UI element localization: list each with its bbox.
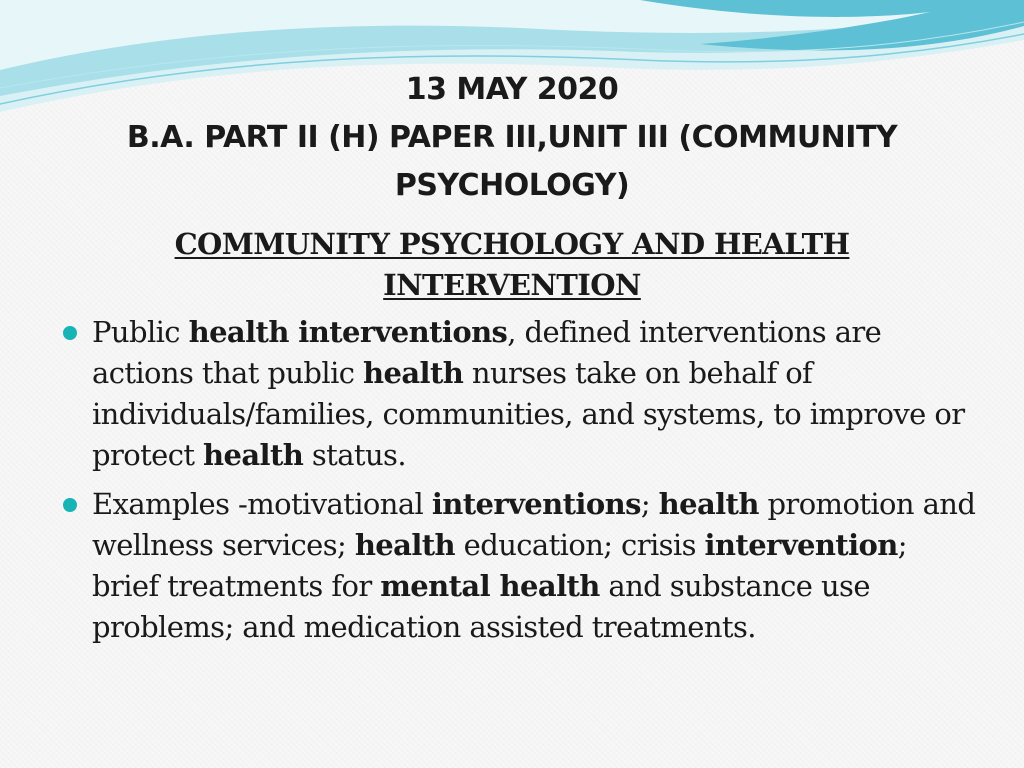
bold-term: health — [354, 528, 456, 562]
bold-term: mental health — [380, 569, 600, 603]
bold-term: intervention — [704, 528, 898, 562]
text-run: promotion and wellness services; — [92, 487, 976, 562]
text-run: ; — [640, 487, 659, 521]
title-subject: PSYCHOLOGY) — [394, 168, 630, 203]
title-date: 13 MAY 2020 — [405, 72, 619, 107]
text-run: Public — [92, 315, 189, 349]
bullet-item — [60, 484, 980, 648]
text-run: Examples -motivational — [92, 487, 432, 521]
bold-term: health — [203, 438, 304, 472]
bullet-text — [92, 487, 975, 644]
bullet-text — [92, 315, 964, 472]
text-run: education; crisis — [455, 528, 705, 562]
text-run: nurses take on behalf of individuals/families, communities, and systems, to improve or protect — [92, 356, 965, 472]
bullet-dot-icon — [63, 498, 77, 512]
text-run: status. — [303, 438, 406, 472]
text-run: ; brief treatments for — [92, 528, 907, 603]
bold-term: health interventions — [188, 315, 508, 349]
bullet-item — [60, 312, 980, 476]
bold-term: health — [363, 356, 464, 390]
bullet-dot-icon — [63, 326, 77, 340]
section-heading-text: COMMUNITY PSYCHOLOGY AND HEALTH INTERVENTION — [174, 227, 850, 302]
bold-term: interventions — [431, 487, 641, 521]
bold-term: health — [658, 487, 759, 521]
text-run: and substance use problems; and medication assisted treatments. — [92, 569, 870, 644]
section-heading — [140, 224, 884, 306]
text-run: , defined interventions are actions that public — [92, 315, 882, 390]
slide-title — [60, 66, 964, 210]
bullet-list — [60, 312, 980, 656]
title-course: B.A. PART II (H) PAPER III,UNIT III (COMMUNITY — [126, 120, 898, 155]
